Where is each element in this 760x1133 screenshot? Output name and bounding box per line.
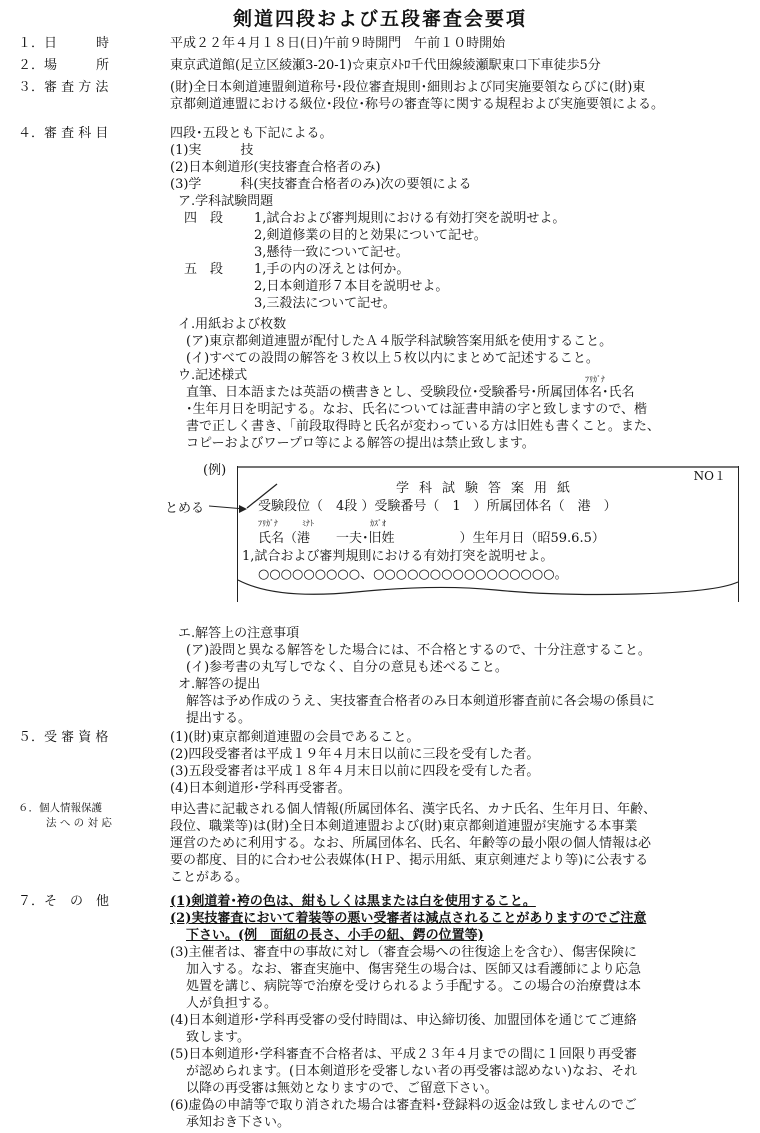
subject-item: (3)学 科(実技審査合格者のみ)次の要領による [170,177,472,192]
privacy-line: 申込書に記載される個人情報(所属団体名、漢字氏名、カナ氏名、生年月日、年齢、 [170,802,657,817]
question: 2,日本剣道形７本目を説明せよ。 [254,279,449,294]
section-eligibility [18,729,748,797]
sheet-title: 学科試験答案用紙 [395,481,580,496]
privacy-line: 運営のために利用する。なお、所属団体名、氏名、年齢等の最小限の個人情報は必 [170,836,652,851]
example-answer-sheet [165,463,745,611]
question: 1,手の内の冴えとは何か。 [254,262,410,277]
other-item-4: (4)日本剣道形･学科再受審の受付時間は、申込締切後、加盟団体を通じてご連絡 [170,1013,637,1028]
other-item-6: (6)虚偽の申請等で取り消された場合は審査料･登録料の返金は致しませんのでご [170,1098,637,1113]
submit-line: 提出する。 [186,711,252,726]
sheet-line: 氏名（港 一夫･旧姓 ）生年月日（昭59.6.5） [258,531,605,546]
sheet-line: ○○○○○○○○○、○○○○○○○○○○○○○○○○。 [258,567,568,582]
other-item-3: (3)主催者は、審査中の事故に対し（審査会場への往復途上を含む）、傷害保険に [170,945,637,960]
other-item-2-cont: 下さい。(例 面紐の長さ、小手の紐、鍔の位置等) [186,928,484,943]
paper-line: (イ)すべての設問の解答を３枚以上５枚以内にまとめて記述すること。 [186,351,599,366]
subjects-intro: 四段･五段とも下記による。 [170,126,333,141]
method-line: 京都剣道連盟における級位･段位･称号の審査等に関する規程および実施要領による。 [170,97,665,112]
sheet-furigana: ﾌﾘｶﾞﾅ ﾐﾅﾄ ｶｽﾞｵ [258,519,386,528]
furigana-note: ﾌﾘｶﾞﾅ [585,375,605,384]
subject-item: (2)日本剣道形(実技審査合格者のみ) [170,160,381,175]
sheet-line: 1,試合および審判規則における有効打突を説明せよ。 [242,549,554,564]
method-line: (財)全日本剣道連盟剣道称号･段位審査規則･細則および同実施要領ならびに(財)東 [170,80,646,95]
format-title: ウ.記述様式 [178,368,248,383]
sheet-line: 受験段位（ 4段 ）受験番号（ 1 ）所属団体名（ 港 ） [258,499,617,514]
date-text: 平成２２年４月１８日(日)午前９時開門 午前１０時開始 [170,36,506,51]
caution-line: (ア)設問と異なる解答をした場合には、不合格とするので、十分注意すること。 [186,643,651,658]
page-title: 剣道四段および五段審査会要項 [232,8,527,30]
section-privacy [18,801,748,886]
paper-title: イ.用紙および枚数 [178,317,287,332]
section-venue [18,57,748,74]
section-heading: ３．審 査 方 法 [18,80,109,95]
section-date [18,35,748,52]
privacy-line: 要の都度、目的に合わせ公表媒体(ＨＰ、掲示用紙、東京剣連だより等)に公表する [170,853,649,868]
section-heading: １．日 時 [18,36,110,51]
section-heading: ６．個人情報保護 法 へ の 対 応 [18,802,112,829]
format-line: ･生年月日を明記する。なお、氏名については証書申請の字と致しますので、楷 [186,402,647,417]
section-heading: ７．そ の 他 [18,894,110,909]
submit-line: 解答は予め作成のうえ、実技審査合格者のみ日本剣道形審査前に各会場の係員に [186,694,655,709]
question: 3,懸待一致について記せ。 [254,245,409,260]
caution-line: (イ)参考書の丸写しでなく、自分の意見も述べること。 [186,660,508,675]
question: 3,三殺法について記せ。 [254,296,396,311]
question: 2,剣道修業の目的と効果について記せ。 [254,228,487,243]
sheet-number: NO１ [693,469,726,483]
section-subjects-cont [18,625,748,727]
submit-title: オ.解答の提出 [178,677,261,692]
eligibility-line: (3)五段受審者は平成１８年４月末日以前に四段を受有した者。 [170,764,540,779]
eligibility-line: (1)(財)東京都剣道連盟の会員であること。 [170,730,420,745]
privacy-line: ことがある。 [170,870,249,885]
paper-line: (ア)東京都剣道連盟が配付したＡ４版学科試験答案用紙を使用すること。 [186,334,613,349]
format-line: 書で正しく書き、｢前段取得時と氏名が変わっている方は旧姓も書くこと。また、 [186,419,660,434]
eligibility-line: (2)四段受審者は平成１９年４月末日以前に三段を受有した者。 [170,747,540,762]
eligibility-line: (4)日本剣道形･学科再受審者。 [170,781,351,796]
section-method [18,79,748,113]
exam-questions-title: ア.学科試験問題 [178,194,274,209]
staple-note: とめる [165,501,205,516]
other-item-5: (5)日本剣道形･学科審査不合格者は、平成２３年４月までの間に１回限り再受審 [170,1047,637,1062]
other-item-1: (1)剣道着･袴の色は、紺もしくは黒または白を使用すること。 [170,894,536,909]
format-line: コピーおよびワープロ等による解答の提出は禁止致します。 [186,436,535,451]
venue-text: 東京武道館(足立区綾瀬3-20-1)☆東京ﾒﾄﾛ千代田線綾瀬駅東口下車徒歩5分 [170,58,601,73]
question: 1,試合および審判規則における有効打突を説明せよ。 [254,211,566,226]
torn-edge [236,578,740,606]
subject-item: (1)実 技 [170,143,254,158]
caution-title: エ.解答上の注意事項 [178,626,300,641]
section-subjects [18,125,748,452]
example-label: (例) [203,463,227,478]
section-heading: ４．審 査 科 目 [18,126,109,141]
level-label: 五 段 [184,262,224,277]
level-label: 四 段 [184,211,224,226]
format-line: ﾌﾘｶﾞﾅ 直筆、日本語または英語の横書きとし、受験段位･受験番号･所属団体名･氏名 [186,375,635,400]
other-item-2: (2)実技審査において着装等の悪い受審者は減点されることがありますのでご注意 [170,911,647,926]
section-other: ７．そ の 他 (1)剣道着･袴の色は、紺もしくは黒または白を使用すること。 (2)実技審査において着装等の悪い受審者は減点されることがありますのでご注意 下さい。(例 面紐の長さ、小手の紐、鍔の位置等) (3)主催者は、審査中の事故に対し（審査会場への往復途上を含む）、傷害保険に 加入する。なお、審査実施中、傷害発生の場合は、医師又は看護師により応急 処置を講じ、病院等で治療を受けられるよう手配する。この場合の治療費は本 人が負担する。 (4)日本剣道形･学科再受審の受付時間は、申込締切後、加盟団体を通じてご連絡 致します。 (5)日本剣道形･学科審査不合格者は、平成２３年４月までの間に１回限り再受審 が認められます。(日本剣道形を受審しない者の再受審は認めない)なお、それ 以降の再受審は無効となりますので、ご留意下さい。 (6)虚偽の申請等で取り消された場合は審査料･登録料の返金は致しませんのでご 承知おき下さい。 [18,893,748,1131]
section-heading: ５．受 審 資 格 [18,730,109,745]
privacy-line: 段位、職業等)は(財)全日本剣道連盟および(財)東京都剣道連盟が実施する本事業 [170,819,638,834]
section-heading: ２．場 所 [18,58,110,73]
sheet-frame [237,466,739,602]
